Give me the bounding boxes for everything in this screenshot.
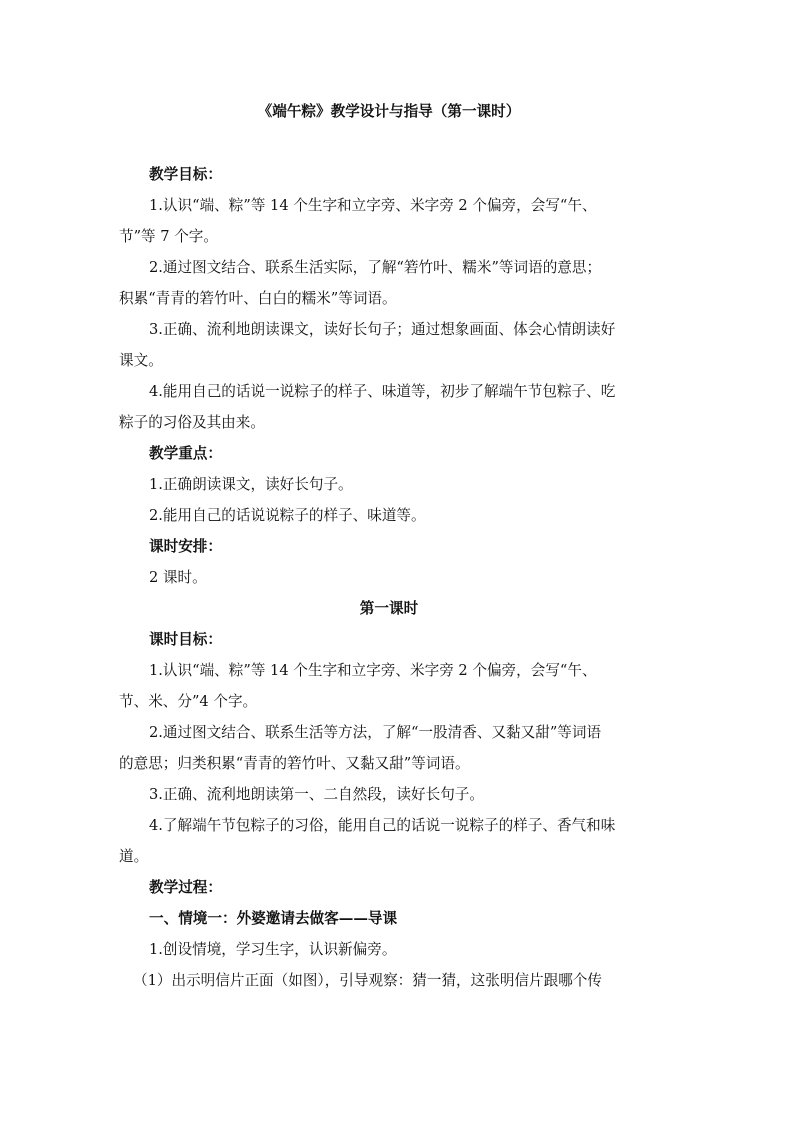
section-1-heading: 一、情境一：外婆邀请去做客——导课 [149, 910, 398, 927]
teaching-goals-heading: 教学目标： [149, 166, 222, 183]
lesson-goal-3: 3.正确、流利地朗读第一、二自然段，读好长句子。 [149, 786, 484, 803]
goal-4-line-1: 4.能用自己的话说一说粽子的样子、味道等，初步了解端午节包粽子、吃 [149, 383, 616, 400]
goal-2-line-2: 积累“青青的箬竹叶、白白的糯米”等词语。 [119, 290, 397, 307]
lesson-1-heading: 第一课时 [359, 600, 419, 617]
goal-4-line-2: 粽子的习俗及其由来。 [119, 414, 265, 431]
lesson-goal-2-line-2: 的意思；归类积累“青青的箬竹叶、又黏又甜”等词语。 [119, 755, 470, 772]
lesson-goal-1-line-2: 节、米、分”4 个字。 [119, 693, 258, 710]
goal-2-line-1: 2.通过图文结合、联系生活实际，了解“箬竹叶、糯米”等词语的意思； [149, 259, 602, 276]
document-body [119, 96, 659, 996]
focus-1: 1.正确朗读课文，读好长句子。 [149, 476, 353, 493]
step-1-1: （1）出示明信片正面（如图），引导观察：猜一猜，这张明信片跟哪个传 [133, 972, 602, 989]
step-1: 1.创设情境，学习生字，认识新偏旁。 [149, 941, 397, 958]
lesson-goal-4-line-2: 道。 [119, 848, 149, 865]
goal-3-line-1: 3.正确、流利地朗读课文，读好长句子；通过想象画面、体会心情朗读好 [149, 321, 616, 338]
lesson-goal-4-line-1: 4.了解端午节包粽子的习俗，能用自己的话说一说粽子的样子、香气和味 [149, 817, 616, 834]
focus-2: 2.能用自己的话说说粽子的样子、味道等。 [149, 507, 426, 524]
schedule-heading: 课时安排： [149, 538, 222, 555]
goal-1-line-2: 节”等 7 个字。 [119, 228, 218, 245]
schedule-value: 2 课时。 [149, 569, 207, 586]
document-title: 《端午粽》教学设计与指导（第一课时） [257, 103, 521, 120]
teaching-process-heading: 教学过程： [149, 879, 222, 896]
goal-1-line-1: 1.认识“端、粽”等 14 个生字和立字旁、米字旁 2 个偏旁，会写“午、 [149, 197, 597, 214]
lesson-goals-heading: 课时目标： [149, 631, 222, 648]
teaching-focus-heading: 教学重点： [149, 445, 222, 462]
lesson-goal-1-line-1: 1.认识“端、粽”等 14 个生字和立字旁、米字旁 2 个偏旁，会写“午、 [149, 662, 597, 679]
lesson-goal-2-line-1: 2.通过图文结合、联系生活等方法，了解“一股清香、又黏又甜”等词语 [149, 724, 602, 741]
goal-3-line-2: 课文。 [119, 352, 163, 369]
